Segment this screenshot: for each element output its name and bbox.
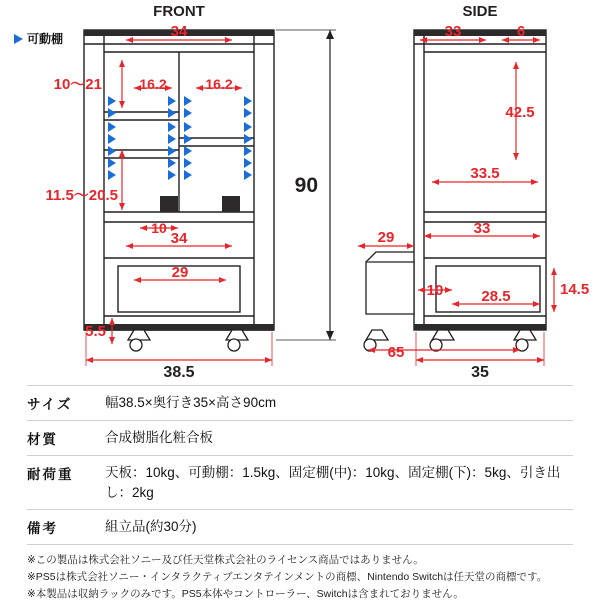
dim-front-shelf-right: 16.2 bbox=[205, 76, 233, 92]
spec-value: 天板：10kg、可動棚：1.5kg、固定棚(中)：10kg、固定棚(下)：5kg、引き出し：2kg bbox=[105, 456, 573, 510]
dim-side-mid-depth: 33 bbox=[473, 220, 491, 237]
dim-side-upper-height: 42.5 bbox=[505, 104, 535, 121]
dim-side-inner-depth: 33.5 bbox=[470, 165, 500, 182]
movable-shelf-legend bbox=[14, 30, 63, 47]
side-view-title: SIDE bbox=[462, 3, 498, 20]
spec-label: 備考 bbox=[27, 510, 105, 545]
dim-side-top-overhang: 6 bbox=[516, 23, 526, 40]
dim-side-drawer-depth: 28.5 bbox=[481, 288, 511, 305]
table-row bbox=[27, 421, 573, 456]
specification-section bbox=[0, 385, 600, 603]
dim-front-shelf-left: 16.2 bbox=[139, 76, 167, 92]
dim-front-top-width: 34 bbox=[170, 23, 188, 40]
dim-side-drawer-height: 14.5 bbox=[560, 281, 590, 298]
note-line: ※本製品は収納ラックのみです。PS5本体やコントローラー、Switchは含まれておりません。 bbox=[27, 587, 464, 600]
dim-total-depth: 35 bbox=[471, 364, 489, 381]
spec-label: 材質 bbox=[27, 421, 105, 456]
dim-side-handle-depth: 29 bbox=[377, 229, 395, 246]
spec-value: 幅38.5×奥行き35×高さ90cm bbox=[105, 386, 573, 421]
spec-value: 合成樹脂化粧合板 bbox=[105, 421, 573, 456]
spec-value: 組立品(約30分) bbox=[105, 510, 573, 545]
dim-front-inner-small: 10 bbox=[151, 220, 167, 236]
movable-shelf-legend-label: 可動棚 bbox=[27, 32, 64, 46]
table-row bbox=[27, 456, 573, 510]
note-line: ※この製品は株式会社ソニー及び任天堂株式会社のライセンス商品ではありません。 bbox=[27, 554, 424, 567]
note-line: ※PS5は株式会社ソニー・インタラクティブエンタテインメントの商標、Nintendo Switchは任天堂の商標です。 bbox=[27, 570, 548, 583]
dim-front-drawer-width: 29 bbox=[171, 264, 189, 281]
dim-total-height: 90 bbox=[294, 174, 318, 197]
dim-front-mid-width: 34 bbox=[170, 230, 188, 247]
dim-front-lower-span: 11.5〜20.5 bbox=[45, 187, 118, 204]
spec-table bbox=[27, 385, 573, 545]
front-view-title: FRONT bbox=[153, 3, 205, 20]
spec-label: サイズ bbox=[27, 386, 105, 421]
spec-label: 耐荷重 bbox=[27, 456, 105, 510]
dim-side-caster-width: 65 bbox=[387, 344, 405, 361]
dim-side-small-depth: 10 bbox=[426, 282, 444, 299]
dim-front-upper-span: 10〜21 bbox=[53, 76, 102, 93]
dim-front-base-height: 5.5 bbox=[85, 323, 106, 340]
dim-total-width: 38.5 bbox=[163, 364, 195, 381]
triangle-marker-icon bbox=[14, 34, 23, 44]
table-row bbox=[27, 386, 573, 421]
table-row bbox=[27, 510, 573, 545]
disclaimer-notes bbox=[27, 553, 573, 602]
dim-side-top-depth: 33 bbox=[444, 23, 462, 40]
